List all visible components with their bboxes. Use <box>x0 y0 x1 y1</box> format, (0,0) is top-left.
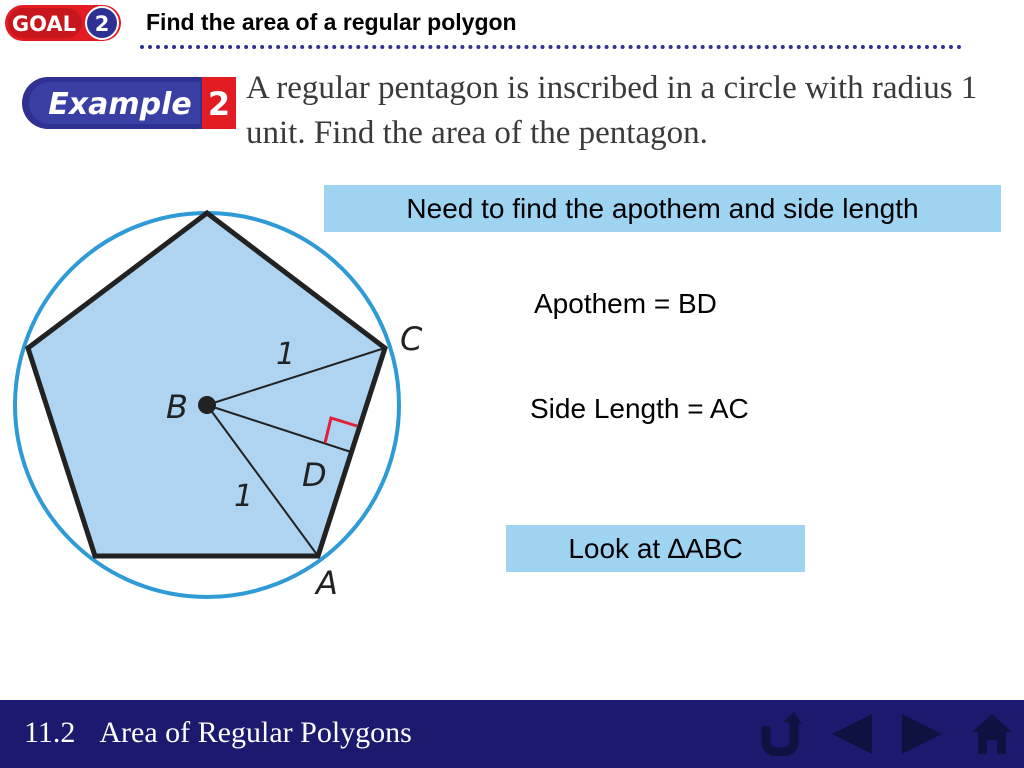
example-badge-word: Example <box>48 87 192 122</box>
label-C: C <box>400 320 423 358</box>
header-divider <box>140 45 962 49</box>
footer-bar <box>0 700 1024 768</box>
label-A: A <box>316 564 338 602</box>
label-radius-top: 1 <box>276 337 296 372</box>
label-D: D <box>302 456 327 494</box>
regular-pentagon <box>28 213 385 556</box>
callout-look: Look at ∆ABC <box>506 525 805 572</box>
next-arrow-icon[interactable] <box>900 712 944 756</box>
label-radius-bottom: 1 <box>234 479 254 514</box>
callout-need: Need to find the apothem and side length <box>324 185 1001 232</box>
side-length-statement: Side Length = AC <box>530 393 749 424</box>
page-title: Find the area of a regular polygon <box>146 9 517 35</box>
example-badge-number: 2 <box>207 85 231 123</box>
return-icon[interactable] <box>758 712 802 756</box>
section-title: Area of Regular Polygons <box>99 716 412 749</box>
goal-badge-word: GOAL <box>11 12 77 36</box>
footer-label <box>24 716 412 750</box>
problem-statement: A regular pentagon is inscribed in a circle with radius 1 unit. Find the area of the pentagon. <box>246 70 978 151</box>
example-badge <box>20 75 238 131</box>
label-B: B <box>166 388 188 426</box>
center-point-B <box>198 396 216 414</box>
goal-badge-number: 2 <box>94 12 110 36</box>
pentagon-diagram <box>0 190 460 610</box>
home-icon[interactable] <box>970 712 1014 756</box>
goal-badge <box>4 3 122 43</box>
section-number: 11.2 <box>24 716 76 749</box>
apothem-statement: Apothem = BD <box>534 288 717 319</box>
previous-arrow-icon[interactable] <box>830 712 874 756</box>
